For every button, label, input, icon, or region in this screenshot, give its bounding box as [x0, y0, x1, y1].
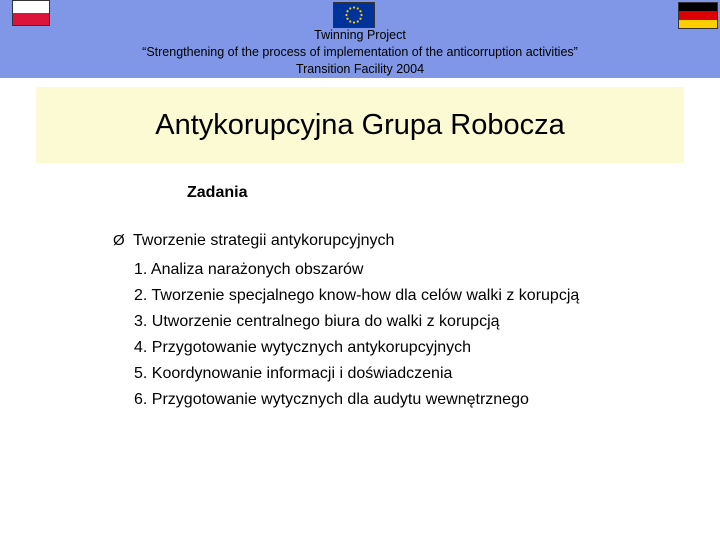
task-list [134, 260, 579, 416]
list-item: 1. Analiza narażonych obszarów [134, 261, 364, 278]
project-description: “Strengthening of the process of implementation of the anticorruption activities” [142, 45, 578, 59]
eu-flag-icon [333, 2, 375, 28]
list-item: 5. Koordynowanie informacji i doświadczenia [134, 365, 453, 382]
main-list-item-text: Tworzenie strategii antykorupcyjnych [133, 232, 395, 249]
list-item: 6. Przygotowanie wytycznych dla audytu wewnętrznego [134, 391, 529, 408]
list-item: 2. Tworzenie specjalnego know-how dla celów walki z korupcją [134, 287, 580, 304]
main-list-item [113, 232, 394, 250]
title-box [36, 87, 684, 163]
page-title: Antykorupcyjna Grupa Robocza [155, 108, 565, 141]
list-item: 3. Utworzenie centralnego biura do walki z korupcją [134, 313, 500, 330]
program-name: Transition Facility 2004 [295, 62, 425, 76]
header-text [0, 27, 720, 78]
germany-flag-icon [678, 2, 718, 29]
list-item: 4. Przygotowanie wytycznych antykorupcyjnych [134, 339, 472, 356]
header-banner [0, 0, 720, 78]
project-name: Twinning Project [314, 28, 406, 42]
arrow-bullet-icon: Ø [113, 232, 125, 249]
poland-flag-icon [12, 0, 50, 26]
section-heading: Zadania [187, 184, 248, 201]
